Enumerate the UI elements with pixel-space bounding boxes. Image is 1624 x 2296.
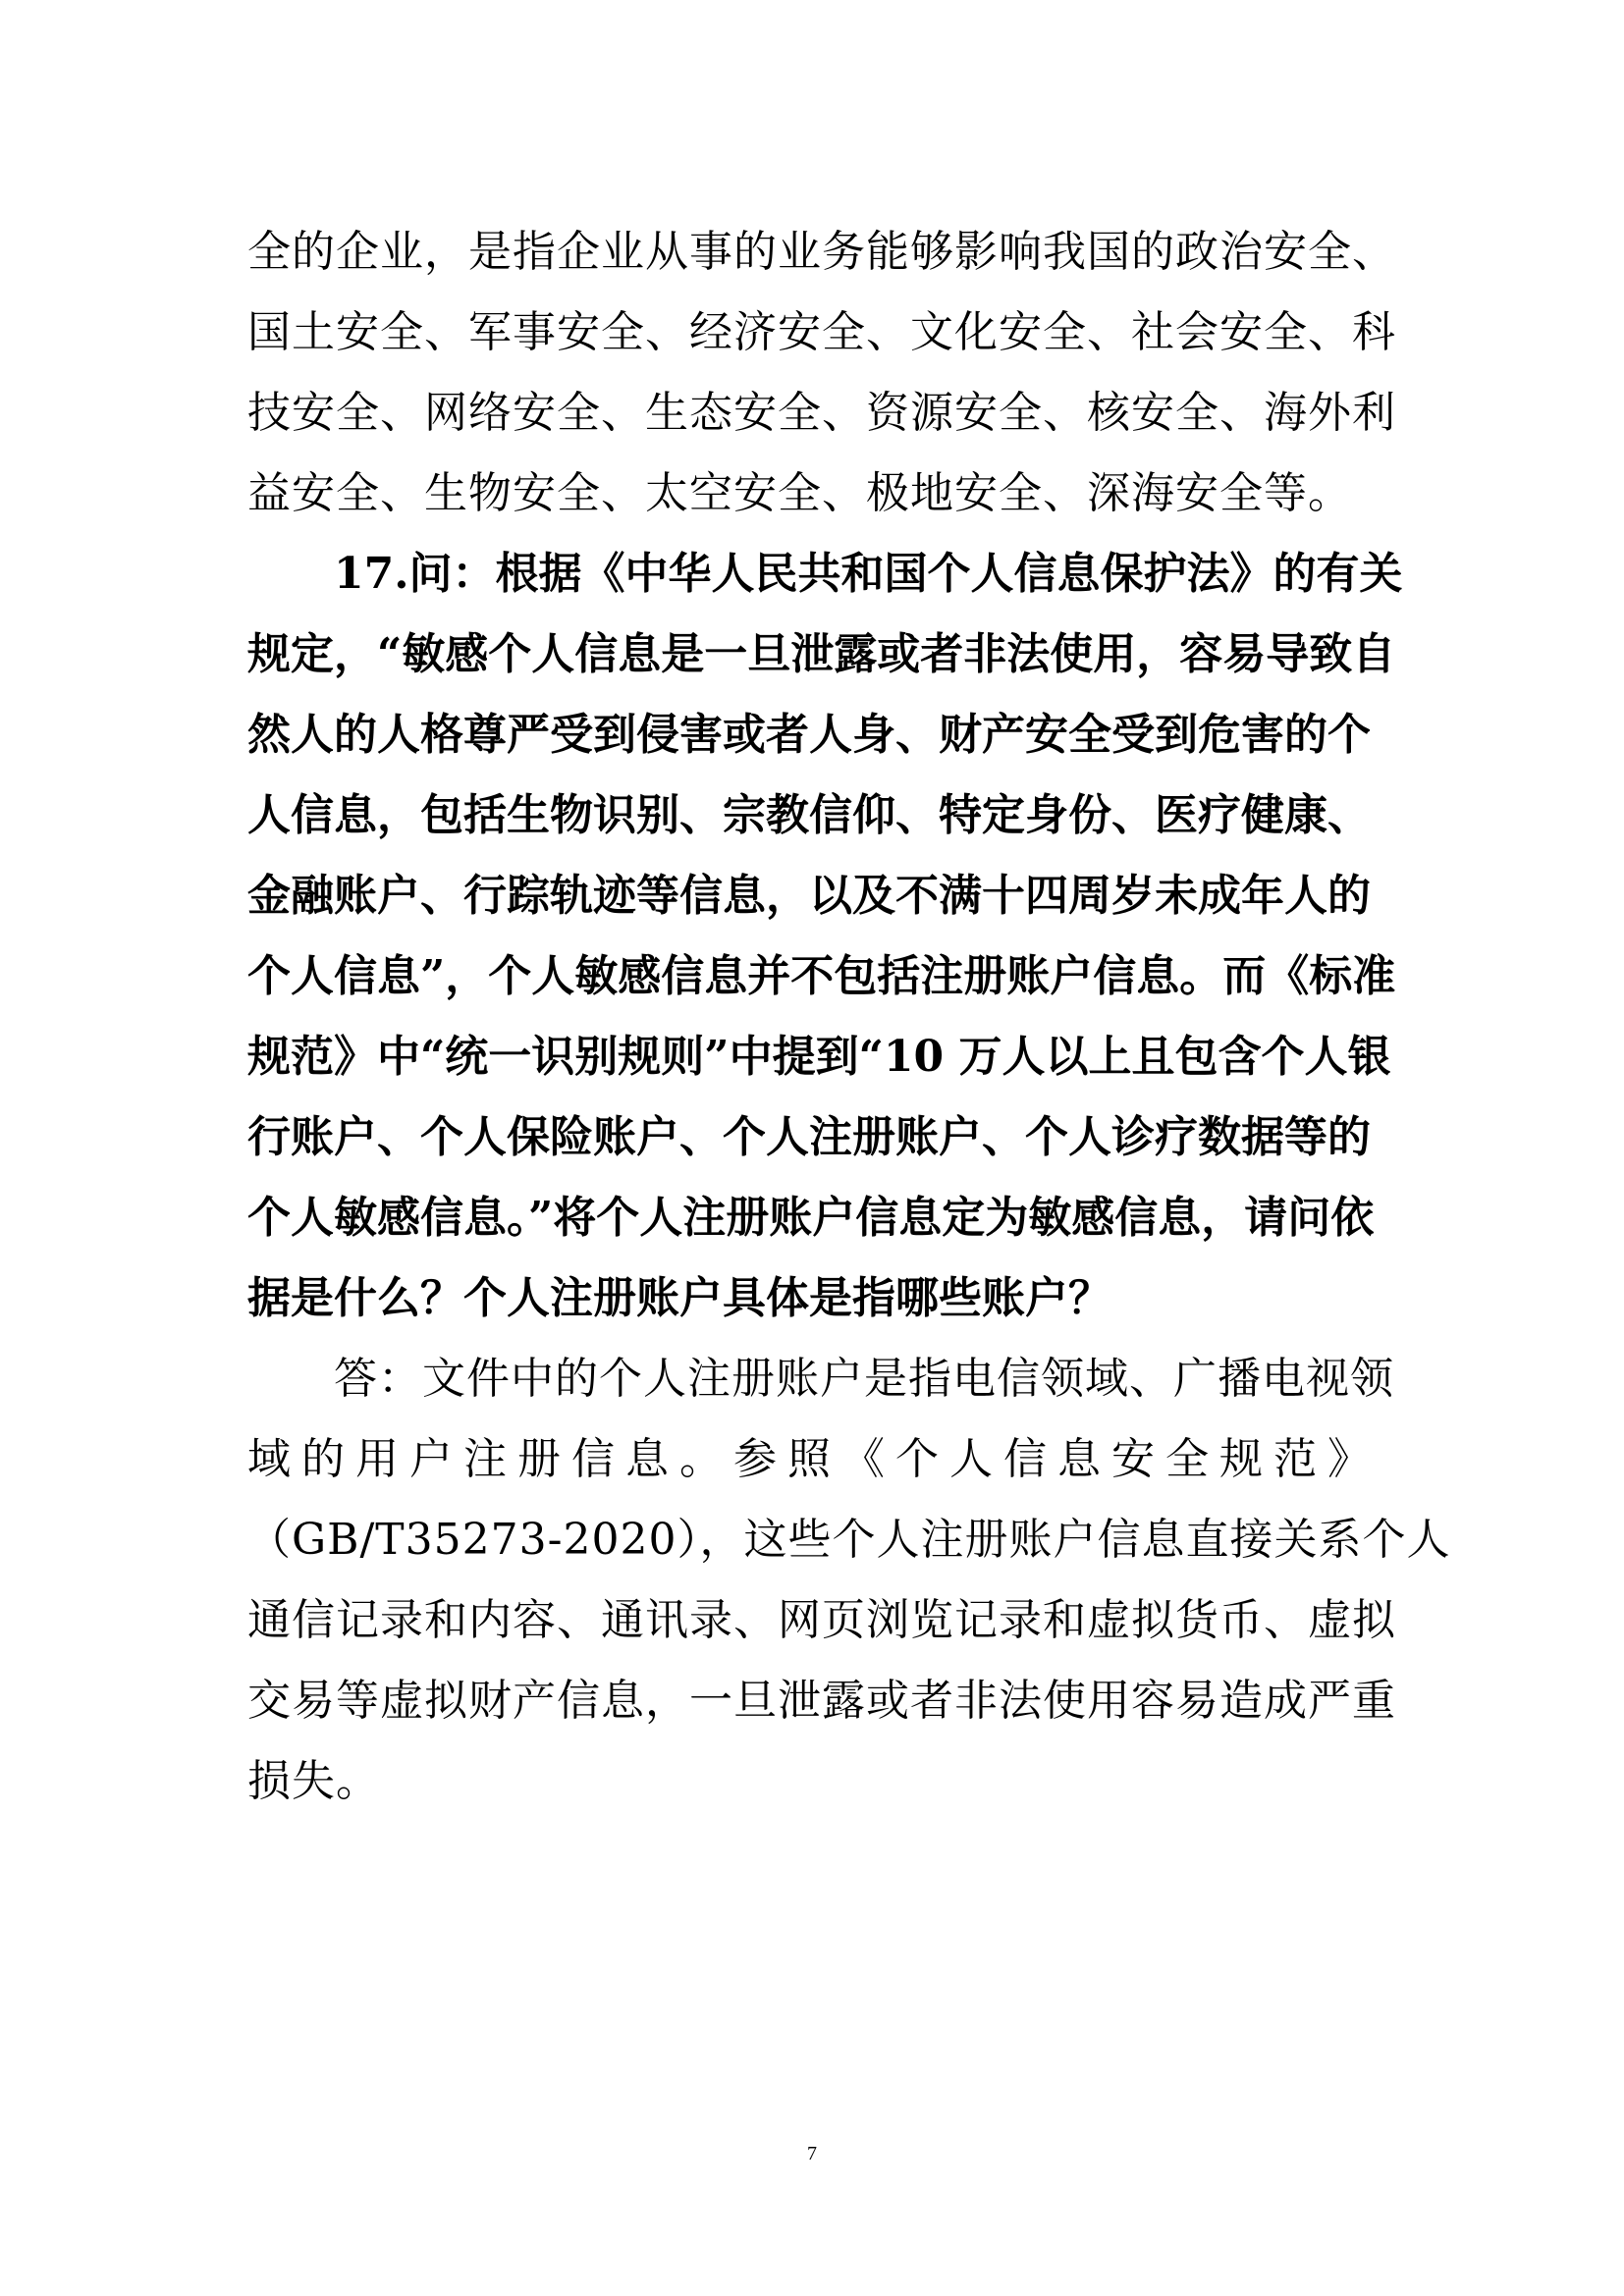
paragraph-line: 国土安全、军事安全、经济安全、文化安全、社会安全、科 — [247, 307, 1396, 357]
paragraph-line: 益安全、生物安全、太空安全、极地安全、深海安全等。 — [247, 468, 1352, 518]
body-text — [247, 212, 1451, 1822]
question-line: 行账户、个人保险账户、个人注册账户、个人诊疗数据等的 — [247, 1112, 1371, 1162]
answer-line: 通信记录和内容、通讯录、网页浏览记录和虚拟货币、虚拟 — [247, 1595, 1396, 1645]
answer-line: 答：文件中的个人注册账户是指电信领域、广播电视领 — [334, 1354, 1394, 1404]
question-line: 17.问：根据《中华人民共和国个人信息保护法》的有关 — [334, 549, 1403, 599]
question-line: 人信息，包括生物识别、宗教信仰、特定身份、医疗健康、 — [247, 790, 1371, 840]
answer-line: 交易等虚拟财产信息，一旦泄露或者非法使用容易造成严重 — [247, 1676, 1396, 1726]
question-line: 个人敏感信息。”将个人注册账户信息定为敏感信息，请问依 — [247, 1193, 1375, 1243]
answer-line: 域的用户注册信息。参照《个人信息安全规范》 — [247, 1434, 1381, 1484]
answer-line: （GB/T35273-2020），这些个人注册账户信息直接关系个人 — [247, 1515, 1451, 1565]
answer-line: 损失。 — [247, 1756, 380, 1806]
question-line: 据是什么？个人注册账户具体是指哪些账户？ — [247, 1273, 1111, 1323]
question-line: 规范》中“统一识别规则”中提到“10 万人以上且包含个人银 — [247, 1032, 1391, 1082]
question-line: 金融账户、行踪轨迹等信息，以及不满十四周岁未成年人的 — [247, 871, 1371, 921]
question-line: 个人信息”，个人敏感信息并不包括注册账户信息。而《标准 — [247, 951, 1396, 1001]
page-number: 7 — [807, 2143, 817, 2164]
question-line: 然人的人格尊严受到侵害或者人身、财产安全受到危害的个 — [247, 710, 1371, 760]
question-line: 规定，“敏感个人信息是一旦泄露或者非法使用，容易导致自 — [247, 629, 1396, 679]
paragraph-line: 技安全、网络安全、生态安全、资源安全、核安全、海外利 — [247, 388, 1396, 438]
paragraph-line: 全的企业，是指企业从事的业务能够影响我国的政治安全、 — [247, 227, 1396, 277]
